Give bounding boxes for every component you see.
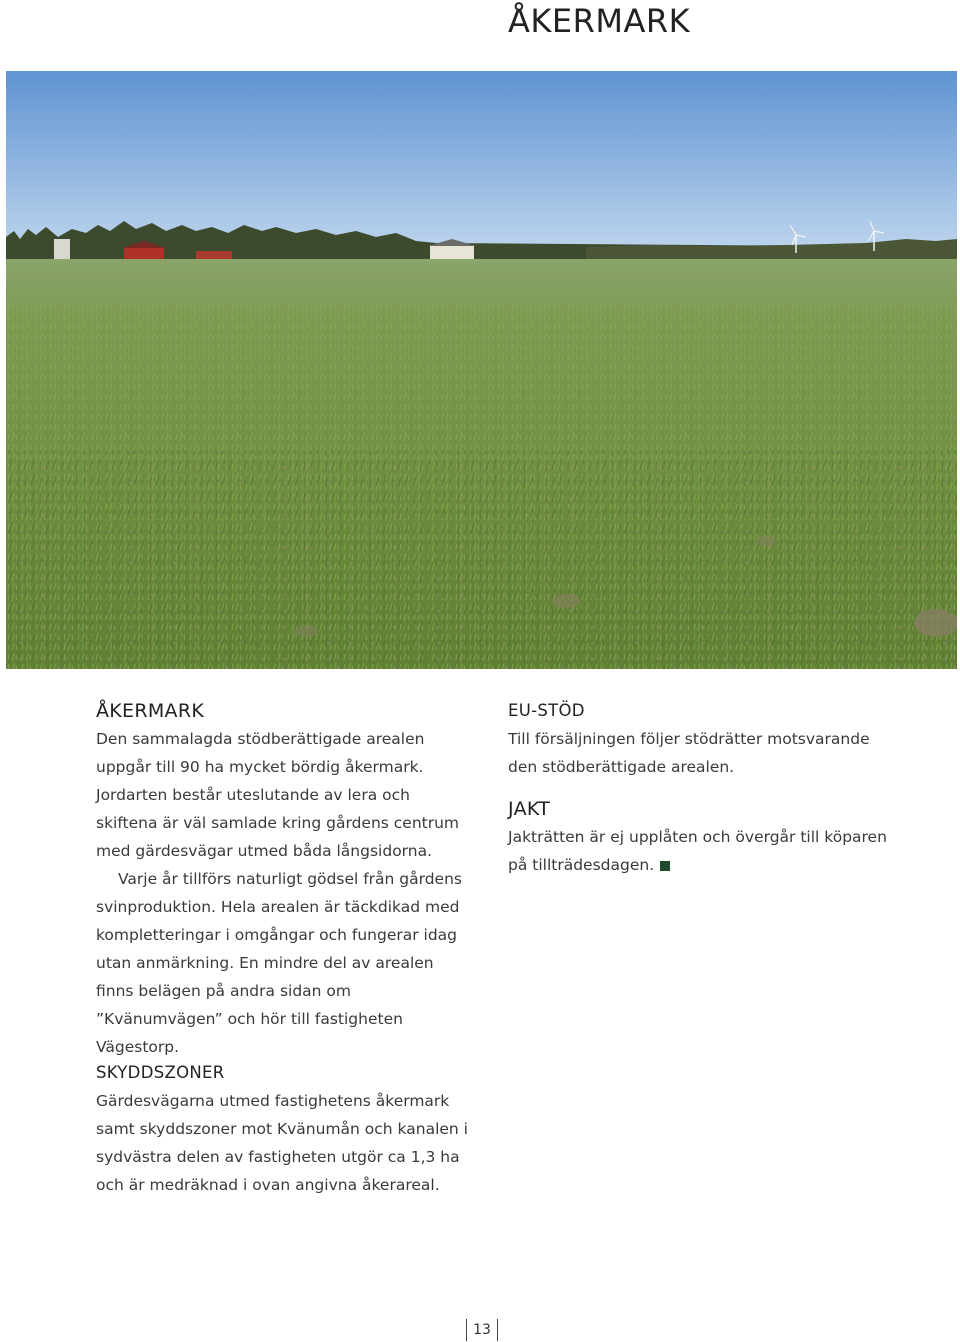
right-column [508, 697, 888, 879]
skyddszoner-section [96, 1059, 486, 1199]
jakt-paragraph: Jakträtten är ej upplåten och övergår till köparen på tillträdesdagen. [508, 828, 887, 874]
field-photo-illustration [6, 71, 957, 669]
page-number: 13 [466, 1319, 498, 1341]
jakt-paragraph-wrap [508, 823, 888, 879]
field-photo [6, 71, 957, 669]
section-heading-skyddszoner: SKYDDSZONER [96, 1063, 225, 1082]
akermark-section [96, 697, 476, 1061]
page-title: ÅKERMARK [508, 2, 691, 40]
eu-stod-paragraph: Till försäljningen följer stödrätter motsvarande den stödberättigade arealen. [508, 730, 870, 776]
section-heading-akermark: ÅKERMARK [96, 700, 205, 722]
section-heading-jakt: JAKT [508, 798, 551, 820]
skyddszoner-paragraph: Gärdesvägarna utmed fastighetens åkermark samt skyddszoner mot Kvänumån och kanalen i sydvästra delen av fastigheten utgör ca 1,3 ha och är medräknad i ovan angivna åkerareal. [96, 1092, 468, 1194]
akermark-paragraph-1: Den sammalagda stödberättigade arealen uppgår till 90 ha mycket bördig åkermark. Jordarten består uteslutande av lera och skiftena är väl samlade kring gårdens centrum med gärdesvägar utmed båda långsidorna. [96, 730, 460, 860]
end-mark-icon [660, 861, 670, 871]
akermark-paragraph-2: Varje år tillförs naturligt gödsel från gårdens svinproduktion. Hela arealen är täckdikad med kompletteringar i omgångar och fungerar idag utan anmärkning. En mindre del av arealen finns belägen på andra sidan om ”Kvänumvägen” och hör till fastigheten Vägestorp. [96, 870, 462, 1056]
section-heading-eu-stod: EU-STÖD [508, 701, 585, 720]
